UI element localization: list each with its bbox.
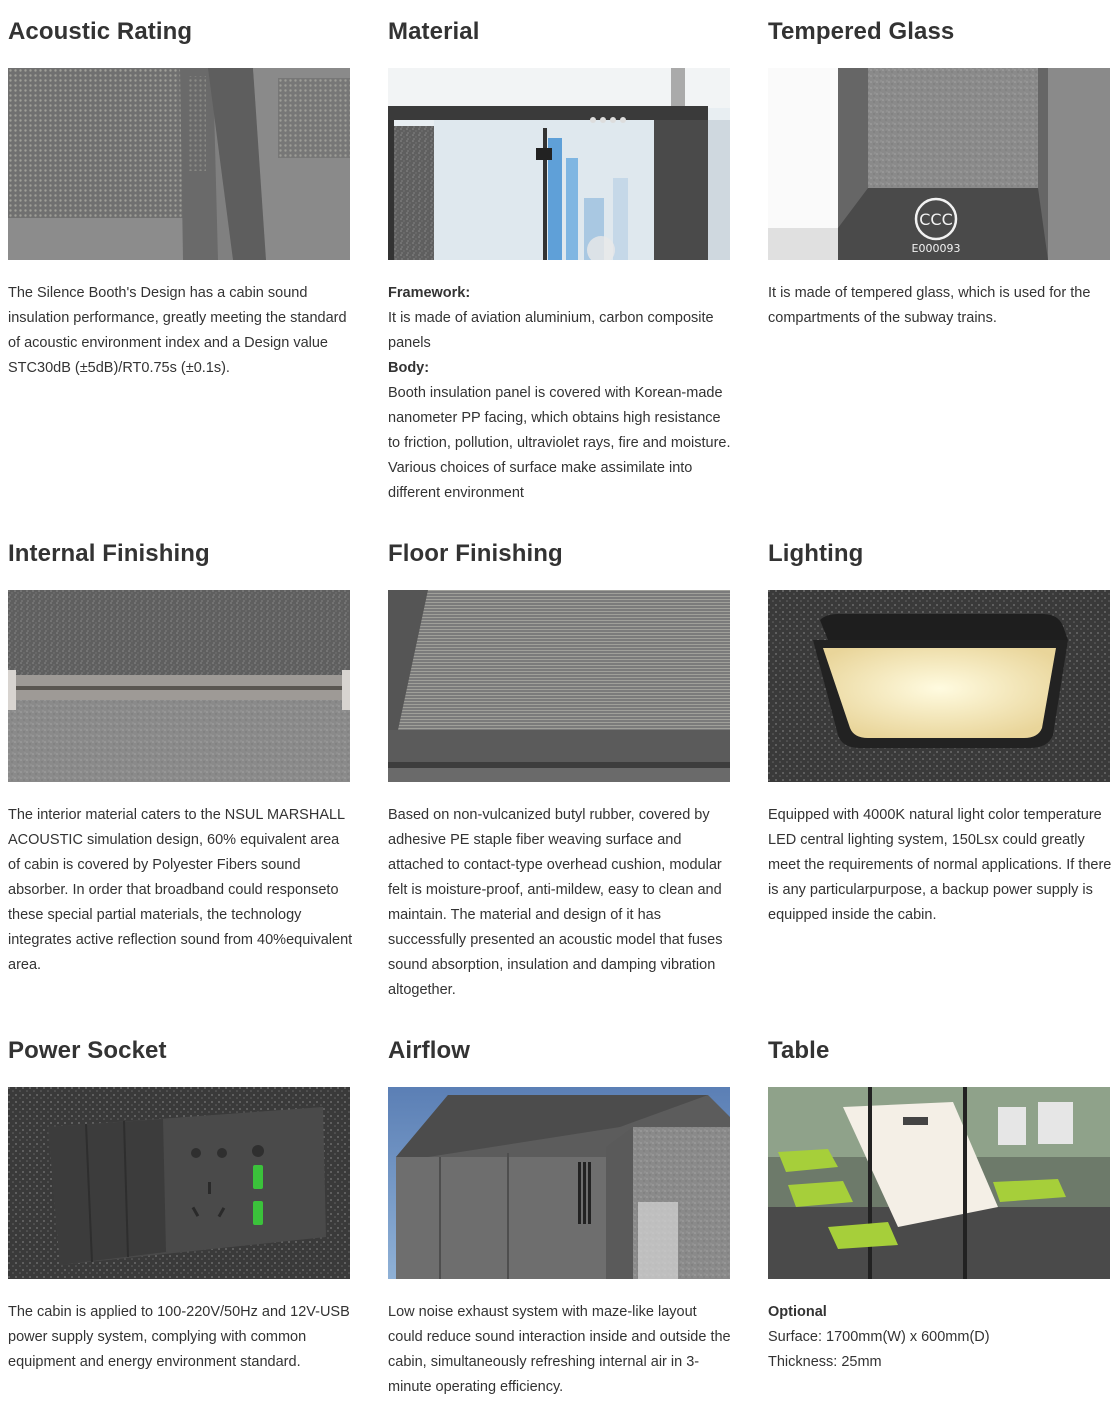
feature-card-power-socket (8, 1037, 350, 1370)
felt-interior-image (8, 590, 350, 782)
feature-card-acoustic-rating (8, 18, 350, 376)
booth-frame-image (388, 68, 730, 260)
svg-text:E000093: E000093 (911, 242, 961, 255)
feature-card-floor-finishing (388, 540, 730, 998)
feature-description (8, 281, 353, 381)
paragraph: Based on non-vulcanized butyl rubber, covered by adhesive PE staple fiber weaving surface and attached to contact-type overhead cushion, modular felt is moisture-proof, anti-mildew, easy to clean and maintain. The material and design of it has successfully presented an acoustic model that fuses sound absorption, insulation and damping vibration altogether. (388, 807, 723, 998)
feature-title: Material (388, 18, 480, 45)
paragraph-heading: Optional (768, 1304, 827, 1320)
paragraph: It is made of aviation aluminium, carbon composite panels (388, 310, 714, 351)
feature-card-tempered-glass (768, 18, 1110, 326)
paragraph: Booth insulation panel is covered with Korean-made nanometer PP facing, which obtains high resistance to friction, pollution, ultraviolet rays, fire and moisture. Various choices of surface make assimilate into different environment (388, 385, 731, 501)
feature-title: Floor Finishing (388, 540, 563, 567)
paragraph: It is made of tempered glass, which is used for the compartments of the subway trains. (768, 285, 1091, 326)
paragraph: The cabin is applied to 100-220V/50Hz and 12V-USB power supply system, complying with common equipment and energy environment standard. (8, 1304, 350, 1370)
paragraph: Low noise exhaust system with maze-like layout could reduce sound interaction inside and outside the cabin, simultaneously refreshing internal air in 3-minute operating efficiency. (388, 1304, 731, 1395)
feature-title: Lighting (768, 540, 864, 567)
feature-description (768, 1300, 1113, 1375)
feature-description (768, 281, 1113, 331)
svg-text:CCC: CCC (919, 210, 953, 229)
feature-description (388, 281, 733, 506)
paragraph-heading: Body: (388, 360, 430, 376)
feature-card-material (388, 18, 731, 501)
feature-description (388, 803, 733, 1003)
paragraph: The Silence Booth's Design has a cabin sound insulation performance, greatly meeting the standard of acoustic environment index and a Design value STC30dB (±5dB)/RT0.75s (±0.1s). (8, 285, 347, 376)
feature-card-internal-finishing (8, 540, 353, 973)
acoustic-panel-image (8, 68, 350, 260)
meeting-table-image (768, 1087, 1110, 1279)
feature-title: Tempered Glass (768, 18, 955, 45)
feature-description (8, 1300, 353, 1375)
feature-title: Internal Finishing (8, 540, 210, 567)
carpet-floor-image (388, 590, 730, 782)
feature-title: Power Socket (8, 1037, 167, 1064)
power-socket-image (8, 1087, 350, 1279)
feature-title: Acoustic Rating (8, 18, 193, 45)
feature-title: Airflow (388, 1037, 471, 1064)
feature-description (388, 1300, 733, 1400)
feature-title: Table (768, 1037, 830, 1064)
booth-exterior-image (388, 1087, 730, 1279)
paragraph: Surface: 1700mm(W) x 600mm(D) (768, 1329, 990, 1345)
paragraph: Equipped with 4000K natural light color temperature LED central lighting system, 150Lsx could greatly meet the requirements of normal applications. If there is any particularpurpose, a backup power supply is equipped inside the cabin. (768, 807, 1112, 923)
paragraph: The interior material caters to the NSUL MARSHALL ACOUSTIC simulation design, 60% equivalent area of cabin is covered by Polyester Fibers sound absorber. In order that broadband could responseto these special partial materials, the technology integrates active reflection sound from 40%equivalent area. (8, 807, 353, 973)
feature-description (8, 803, 353, 978)
tempered-glass-image (768, 68, 1110, 260)
feature-card-lighting (768, 540, 1112, 923)
feature-description (768, 803, 1113, 928)
feature-card-airflow (388, 1037, 731, 1395)
paragraph-heading: Framework: (388, 285, 471, 301)
feature-card-table (768, 1037, 1110, 1370)
paragraph: Thickness: 25mm (768, 1354, 882, 1370)
led-light-image (768, 590, 1110, 782)
